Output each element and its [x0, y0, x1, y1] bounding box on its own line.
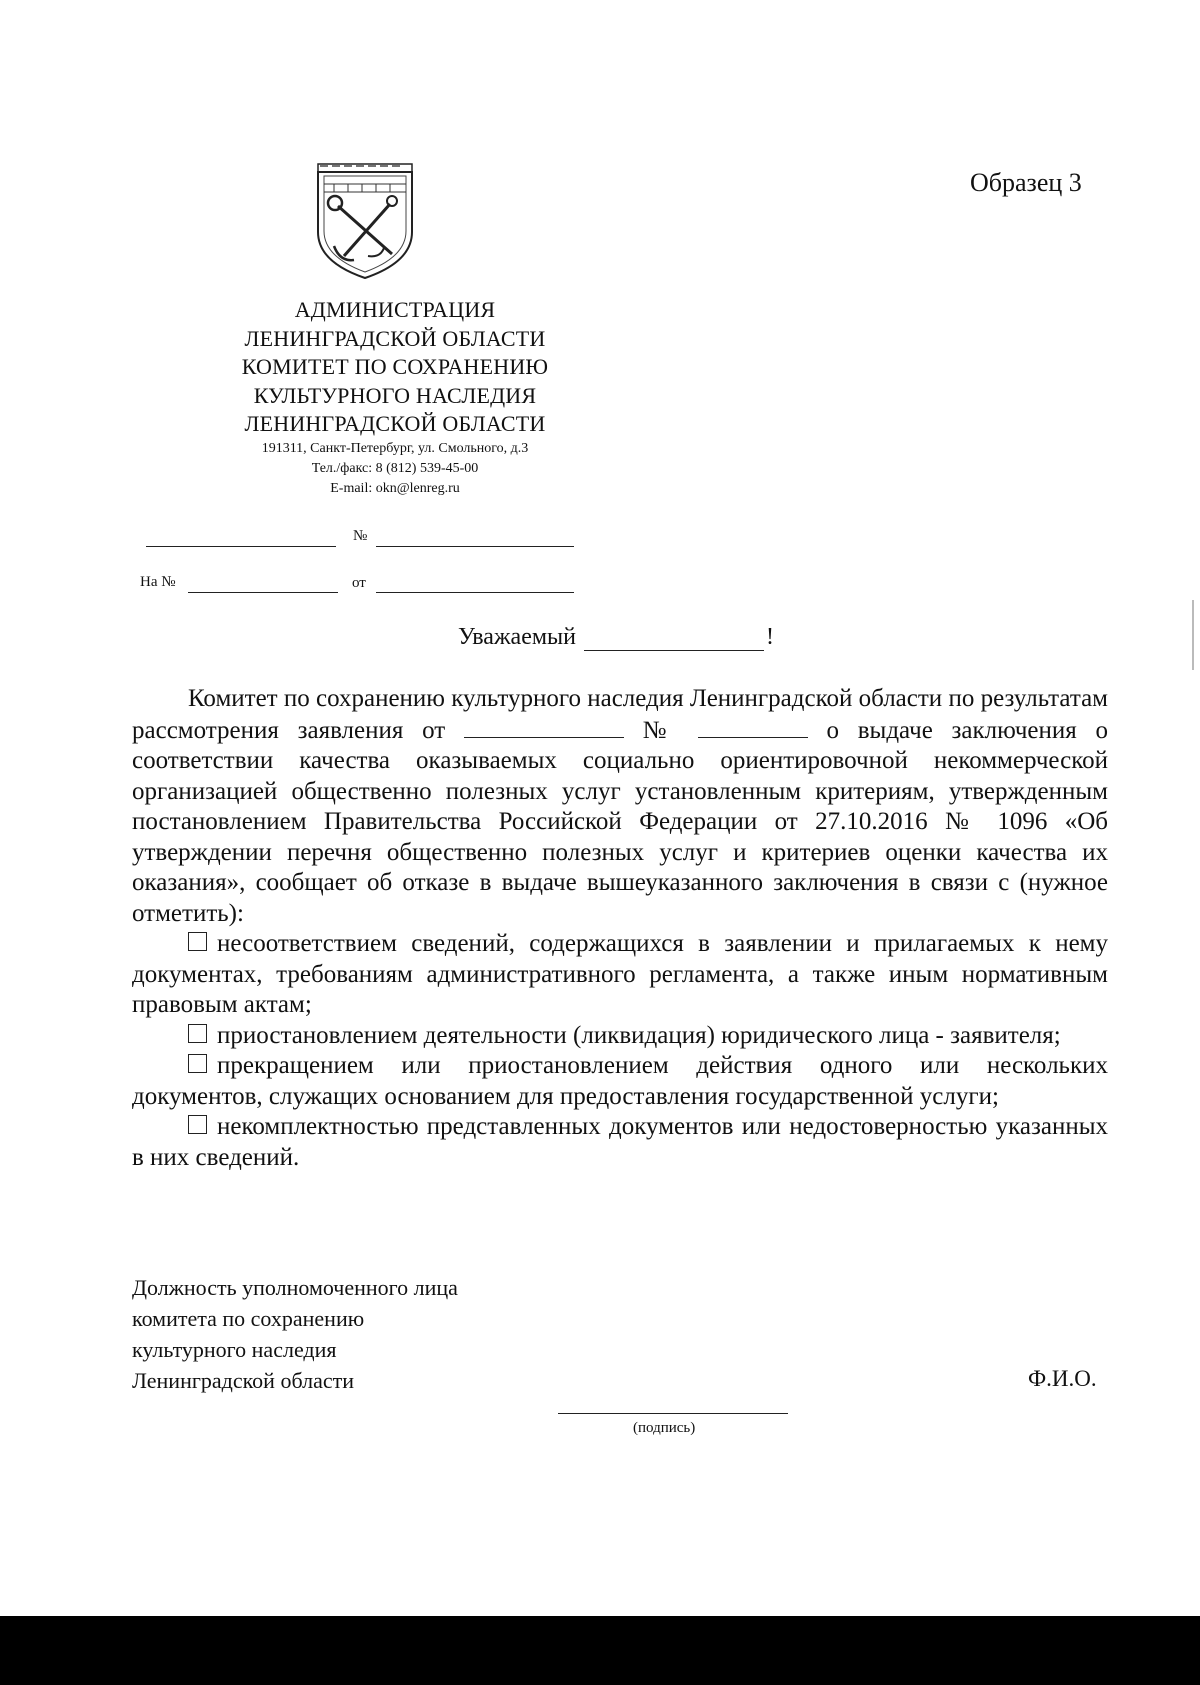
- body-text-part1: Комитет по сохранению культурного наследия Ленинградской области по результатам рассмотрения заявления от: [132, 685, 1108, 744]
- option-text: приостановлением деятельности (ликвидация) юридического лица - заявителя;: [217, 1021, 1061, 1049]
- in-reply-number-field[interactable]: [188, 592, 338, 593]
- letterhead: [160, 296, 630, 499]
- outgoing-number-sign: №: [353, 528, 368, 544]
- in-reply-from-label: от: [352, 575, 366, 591]
- salutation: [458, 624, 774, 651]
- letter-body: [132, 684, 1108, 1173]
- letterhead-org-line: ЛЕНИНГРАДСКОЙ ОБЛАСТИ: [244, 411, 546, 436]
- signatory-title: [132, 1272, 458, 1396]
- letterhead-address: 191311, Санкт-Петербург, ул. Смольного, д.3: [261, 440, 529, 456]
- refusal-option: [132, 1021, 1108, 1052]
- body-paragraph: [132, 684, 1108, 929]
- refusal-option: [132, 1051, 1108, 1112]
- signatory-name: Ф.И.О.: [1028, 1366, 1097, 1391]
- option-text: несоответствием сведений, содержащихся в заявлении и прилагаемых к нему документах, требованиям административного регламента, а также иным нормативным правовым актам;: [132, 930, 1108, 1018]
- salutation-end: !: [766, 624, 774, 650]
- body-text-part2: о выдаче заключения о соответствии качества оказываемых социально ориентировочной некоммерческой организацией общественно полезных услуг установленным критериям, утвержденным постановлением Правительства Российской Федерации от 27.10.2016 № 1096 «Об утверждении перечня общественно полезных услуг и критериев оценки качества их оказания», сообщает об отказе в выдаче вышеуказанного заключения в связи с (нужное отметить):: [132, 716, 1109, 927]
- application-number-field[interactable]: [698, 715, 808, 738]
- signatory-title-line: Должность уполномоченного лица: [132, 1275, 458, 1300]
- letterhead-org-line: ЛЕНИНГРАДСКОЙ ОБЛАСТИ: [244, 325, 546, 351]
- letterhead-org-line: КОМИТЕТ ПО СОХРАНЕНИЮ: [241, 354, 549, 379]
- option-checkbox[interactable]: [188, 932, 207, 951]
- in-reply-label: На №: [140, 574, 176, 590]
- scan-edge-mark: [1192, 600, 1194, 670]
- option-checkbox[interactable]: [188, 1115, 207, 1134]
- letterhead-org-line: КУЛЬТУРНОГО НАСЛЕДИЯ: [253, 382, 537, 408]
- signature-caption: (подпись): [633, 1420, 696, 1436]
- salutation-text: Уважаемый: [458, 624, 576, 650]
- refusal-option: [132, 929, 1108, 1021]
- option-checkbox[interactable]: [188, 1054, 207, 1073]
- option-checkbox[interactable]: [188, 1024, 207, 1043]
- application-date-field[interactable]: [464, 715, 624, 738]
- refusal-option: [132, 1112, 1108, 1173]
- letterhead-org-line: АДМИНИСТРАЦИЯ: [294, 297, 496, 322]
- signatory-title-line: Ленинградской области: [132, 1368, 354, 1393]
- body-number-sign: №: [642, 716, 680, 744]
- outgoing-date-field[interactable]: [146, 546, 336, 547]
- signatory-title-line: комитета по сохранению: [132, 1306, 365, 1331]
- in-reply-date-field[interactable]: [376, 592, 574, 593]
- option-text: некомплектностью представленных документов или недостоверностью указанных в них сведений.: [132, 1113, 1108, 1171]
- letterhead-phone: Тел./факс: 8 (812) 539-45-00: [311, 460, 479, 476]
- letterhead-email: E-mail: okn@lenreg.ru: [330, 480, 460, 496]
- sample-label: Образец 3: [970, 168, 1082, 197]
- option-text: прекращением или приостановлением действия одного или нескольких документов, служащих основанием для предоставления государственной услуги;: [132, 1052, 1108, 1110]
- outgoing-number-field[interactable]: [376, 546, 574, 547]
- scan-border-bar: [0, 1616, 1200, 1685]
- signature-field[interactable]: [558, 1413, 788, 1414]
- addressee-field[interactable]: [584, 628, 764, 651]
- coat-of-arms-icon: [310, 162, 420, 282]
- signatory-title-line: культурного наследия: [132, 1337, 337, 1362]
